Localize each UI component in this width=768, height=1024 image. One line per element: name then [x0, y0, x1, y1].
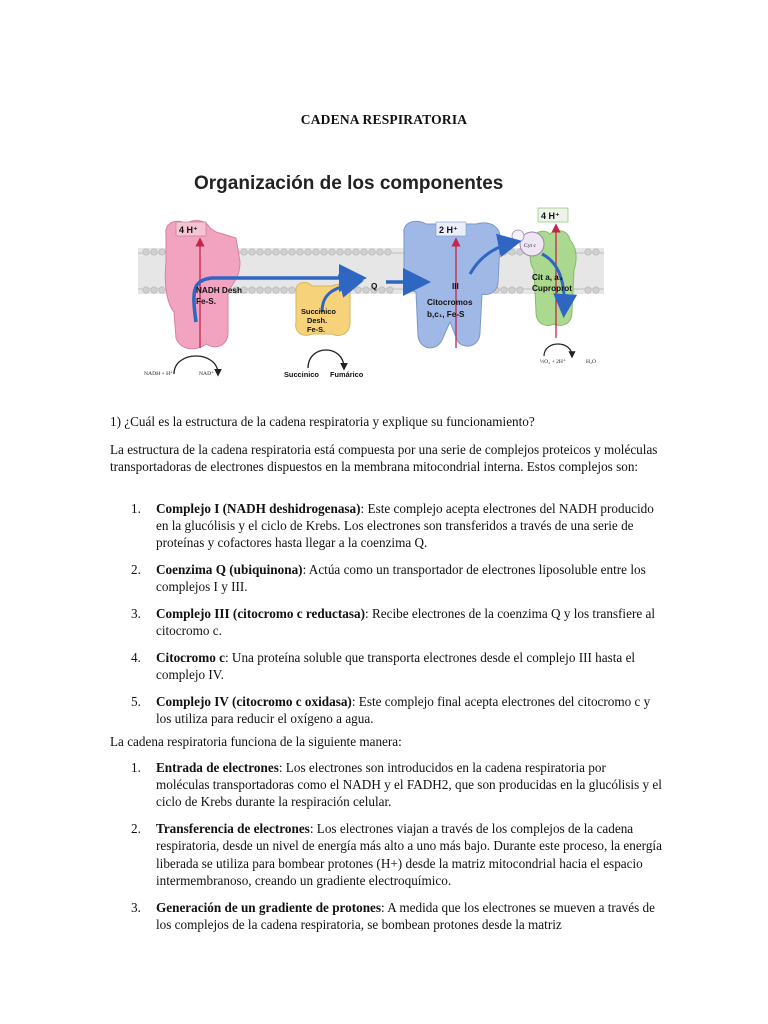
list-item-number: 3. — [131, 606, 141, 622]
figure-title: Organización de los componentes — [194, 173, 504, 194]
intro-paragraph: La estructura de la cadena respiratoria está compuesta por una serie de complejos proteicos y moléculas transportadoras de electrones dispuestos en la membrana mitocondrial interna. Estos complejos son: — [110, 442, 658, 475]
list-item — [110, 649, 662, 683]
list-item-text: : Los electrones viajan a través de los complejos de la cadena respiratoria, desde un nivel de energía más alto a uno más bajo. Durante este proceso, la energía liberada se utiliza para bombear protones (H+) desde la matriz mitocondrial hacia el espacio intermembranoso, creando un gradiente electroquímico. — [156, 821, 662, 888]
list-item-term: Entrada de electrones — [156, 760, 279, 775]
succinate-arc-arrow — [308, 350, 344, 368]
list-item-text: : Este complejo acepta electrones del NADH producido en la glucólisis y el ciclo de Krebs. Los electrones son transferidos a través de una serie de proteínas y cofactores hasta llegar a la coenzima Q. — [156, 501, 654, 551]
list-item-number: 1. — [131, 760, 141, 775]
nadh-label: NADH + H⁺ — [144, 371, 174, 377]
respiratory-chain-figure — [136, 162, 606, 386]
list-item-text: : Este complejo final acepta electrones del citocromo c y los utiliza para reducir el oxígeno a agua. — [156, 694, 651, 727]
list-item-term: Citocromo c — [156, 650, 225, 666]
nad-label: NAD⁺ — [199, 371, 215, 377]
complex-1-shape — [165, 221, 240, 349]
document-title: CADENA RESPIRATORIA — [300, 112, 468, 127]
list-item-number: 2. — [131, 821, 141, 837]
complex-4-label-line2: Cuproprot — [532, 284, 573, 293]
list-item-term: Coenzima Q (ubiquinona) — [156, 562, 303, 578]
oxygen-arc-arrow — [544, 344, 572, 356]
list-item-text: : A medida que los electrones se mueven a través de los complejos de la cadena respiratoria, se bombean protones desde la matriz — [156, 899, 655, 932]
function-intro: La cadena respiratoria funciona de la siguiente manera: — [110, 734, 402, 749]
figure-svg — [136, 162, 606, 386]
complex-2-label-line2: Desh. — [307, 316, 328, 325]
list-item-term: Complejo III (citocromo c reductasa) — [156, 606, 366, 622]
list-item-number: 1. — [131, 501, 141, 516]
list-item — [110, 500, 662, 552]
list-item — [110, 693, 662, 727]
svg-text:4 H⁺: 4 H⁺ — [541, 211, 560, 221]
complex-3-numeral: III — [452, 282, 459, 291]
coenzyme-q-label: Q — [371, 282, 378, 291]
list-item-term: Transferencia de electrones — [156, 821, 310, 837]
complex-1-label-line1: NADH Desh — [196, 286, 242, 295]
complex-3-label-line1: Citocromos — [427, 298, 473, 307]
complex-2-label-line1: Succinico — [301, 307, 336, 316]
oxygen-label: ½O₂ + 2H⁺ — [540, 359, 566, 365]
list-item — [110, 820, 662, 889]
svg-text:4 H⁺: 4 H⁺ — [179, 225, 198, 235]
h-plus-right-box — [538, 208, 568, 222]
list-item — [110, 759, 662, 811]
list-item-text: : Actúa como un transportador de electrones liposoluble entre los complejos I y III. — [156, 562, 646, 595]
complex-1-label-line2: Fe-S. — [196, 297, 217, 306]
steps-list — [110, 759, 662, 943]
list-item-text: : Recibe electrones de la coenzima Q y los transfiere al citocromo c. — [156, 606, 656, 639]
h-plus-left-box — [176, 222, 206, 236]
list-item — [110, 561, 662, 595]
list-item — [110, 605, 662, 639]
svg-text:2 H⁺: 2 H⁺ — [439, 225, 458, 235]
complexes-list — [110, 500, 662, 737]
list-item-number: 2. — [131, 562, 141, 578]
cytochrome-c-label: Cyt c — [524, 243, 536, 249]
list-item-term: Complejo I (NADH deshidrogenasa) — [156, 501, 361, 516]
question-1: 1) ¿Cuál es la estructura de la cadena respiratoria y explique su funcionamiento? — [110, 414, 535, 429]
list-item-text: : Una proteína soluble que transporta electrones desde el complejo III hasta el complejo IV. — [156, 650, 636, 683]
cytochrome-c-bubble — [512, 230, 524, 242]
complex-4-label-line1: Cit a, a₃ — [532, 273, 563, 282]
list-item-term: Generación de un gradiente de protones — [156, 899, 382, 915]
water-label: H₂O — [586, 359, 597, 365]
list-item — [110, 899, 662, 933]
list-item-number: 3. — [131, 899, 141, 915]
list-item-text: : Los electrones son introducidos en la cadena respiratoria por moléculas transportadoras como el NADH y el FADH2, que son producidas en la glucólisis y el ciclo de Krebs durante la respiración celular. — [156, 760, 662, 810]
list-item-number: 5. — [131, 694, 141, 710]
succinico-label: Succinico — [284, 370, 319, 379]
fumarico-label: Fumárico — [330, 370, 364, 379]
complex-3-label-line2: b,c₁, Fe-S — [427, 310, 465, 319]
list-item-term: Complejo IV (citocromo c oxidasa) — [156, 694, 352, 710]
h-plus-mid-box — [436, 222, 466, 236]
complex-2-label-line3: Fe-S. — [307, 325, 326, 334]
list-item-number: 4. — [131, 650, 141, 666]
